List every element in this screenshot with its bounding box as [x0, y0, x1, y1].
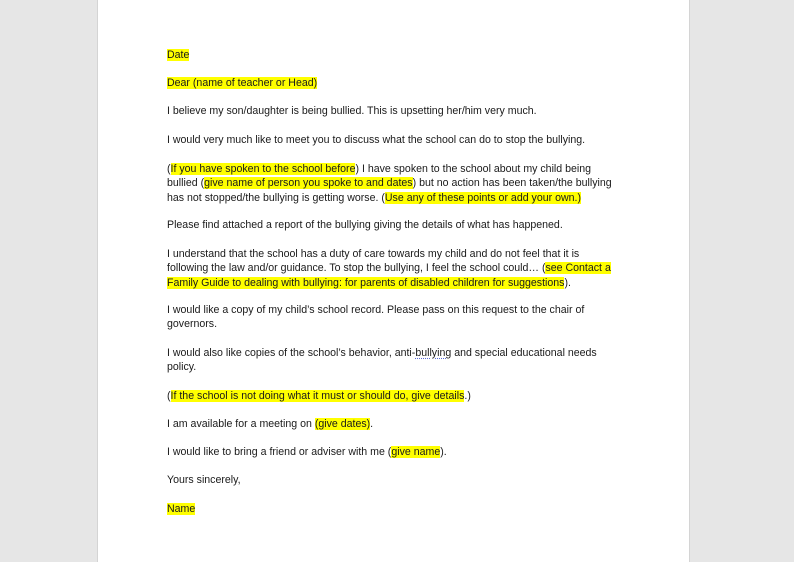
date-placeholder: Date	[167, 49, 190, 61]
salutation	[167, 76, 667, 90]
paragraph-6: I would like a copy of my child’s school record. Please pass on this request to the chair of governors.	[167, 304, 585, 331]
document-page	[97, 0, 690, 562]
paragraph-8: (If the school is not doing what it must or should do, give details.)	[167, 390, 471, 402]
instruction-highlight: If the school is not doing what it must or should do, give details	[170, 390, 465, 402]
paragraph-1: I believe my son/daughter is being bullied. This is upsetting her/him very much.	[167, 105, 537, 117]
paragraph-9: I am available for a meeting on (give dates).	[167, 418, 374, 430]
instruction-highlight: give name	[391, 446, 441, 458]
date-line	[167, 48, 667, 62]
paragraph-5-line-1: I understand that the school has a duty of care towards my child and do not feel that it is	[167, 248, 580, 260]
spellcheck-word: bullying	[415, 347, 452, 359]
paragraph-5-line-2: following the law and/or guidance. To stop the bullying, I feel the school could… (see Contact a	[167, 262, 611, 275]
instruction-highlight: Use any of these points or add your own.)	[384, 191, 581, 204]
instruction-highlight: Family Guide to dealing with bullying: for parents of disabled children for suggestions	[167, 276, 565, 289]
paragraph-5-line-3: Family Guide to dealing with bullying: for parents of disabled children for suggestions).	[167, 276, 571, 289]
paragraph-3-line-3: has not stopped/the bullying is getting worse. (Use any of these points or add your own.)	[167, 191, 581, 204]
paragraph-4: Please find attached a report of the bullying giving the details of what has happened.	[167, 219, 563, 231]
name-placeholder: Name	[167, 503, 196, 515]
instruction-highlight: If you have spoken to the school before	[170, 163, 356, 175]
closing: Yours sincerely,	[167, 474, 241, 486]
paragraph-7: I would also like copies of the school’s behavior, anti-bullying and special educational needs policy.	[167, 347, 597, 374]
paragraph-3-line-1: (If you have spoken to the school before) I have spoken to the school about my child being	[167, 163, 592, 175]
signature-line	[167, 502, 667, 516]
instruction-highlight: (give dates)	[314, 418, 371, 430]
paragraph-3-line-2: bullied (give name of person you spoke to and dates) but no action has been taken/the bullying	[167, 177, 612, 190]
paragraph-10: I would like to bring a friend or adviser with me (give name).	[167, 446, 447, 458]
paragraph-3	[167, 162, 667, 205]
paragraph-5	[167, 247, 667, 290]
instruction-highlight: see Contact a	[545, 262, 611, 275]
instruction-highlight: give name of person you spoke to and dates	[204, 177, 413, 190]
salutation-placeholder: Dear (name of teacher or Head)	[167, 77, 318, 89]
paragraph-2: I would very much like to meet you to discuss what the school can do to stop the bullying.	[167, 134, 586, 146]
